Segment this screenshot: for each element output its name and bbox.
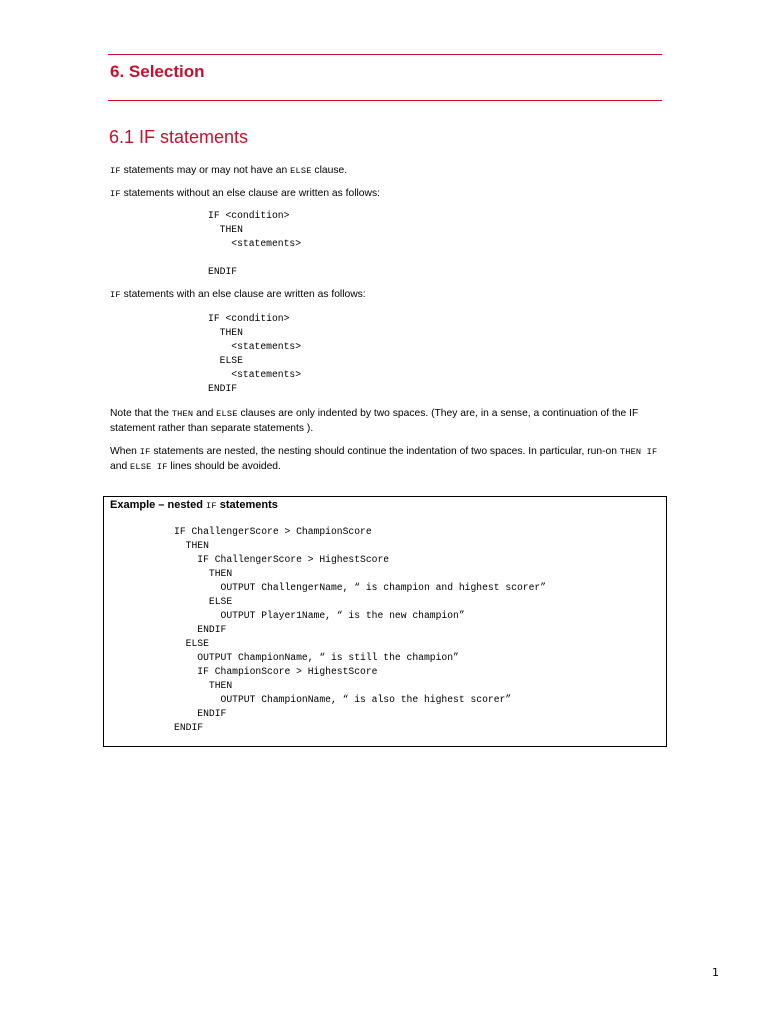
- keyword: ELSE: [216, 409, 238, 419]
- example-title: [110, 499, 278, 511]
- text: clauses are only indented by two spaces. (They are, in a sense, a continuation of the IF statement rather than separate statements ).: [110, 408, 639, 434]
- text: statements: [216, 499, 278, 511]
- top-rule: [108, 54, 662, 55]
- subsection-heading: 6.1 IF statements: [109, 127, 249, 147]
- text: When: [110, 446, 140, 457]
- paragraph-if-else-intro: [110, 164, 670, 179]
- text: Example – nested: [110, 499, 206, 511]
- keyword: IF: [206, 501, 217, 511]
- text: statements with an else clause are written as follows:: [120, 289, 366, 300]
- keyword: THEN IF: [619, 447, 658, 457]
- keyword: IF: [139, 447, 151, 457]
- code-if-with-else: IF <condition> THEN <statements> ELSE <statements> ENDIF: [208, 313, 302, 394]
- keyword: ELSE IF: [130, 461, 168, 472]
- text: statements may or may not have an: [120, 165, 291, 176]
- example-box: [103, 496, 667, 747]
- paragraph-indentation-note: [110, 407, 670, 435]
- text: and: [193, 408, 217, 419]
- text: Note that the: [110, 408, 172, 419]
- text: statements without an else clause are written as follows:: [120, 188, 380, 199]
- section-heading: 6. Selection: [110, 62, 205, 81]
- keyword: THEN: [171, 409, 194, 419]
- keyword: IF: [110, 189, 121, 199]
- text: and: [110, 460, 131, 472]
- text: lines should be avoided.: [167, 460, 281, 472]
- paragraph-with-else: [110, 288, 670, 303]
- paragraph-without-else: [110, 187, 670, 202]
- text: clause.: [311, 165, 348, 176]
- paragraph-nesting-note: [110, 445, 670, 474]
- code-nested-example: IF ChallengerScore > ChampionScore THEN IF ChallengerScore > HighestScore THEN OUTPUT ChallengerName, “ is champion and highest scorer” ELSE OUTPUT Player1Name, “ is the new champion” ENDIF ELSE OUTPUT ChampionName, “ is still the champion” IF ChampionScore > HighestScore THEN OUTPUT ChampionName, “ is also the highest scorer” ENDIF ENDIF: [174, 526, 547, 733]
- keyword: IF: [110, 166, 121, 176]
- keyword: IF: [110, 290, 121, 300]
- keyword: ELSE: [290, 166, 312, 176]
- text: statements are nested, the nesting should continue the indentation of two spaces. In particular, run-on: [150, 446, 620, 457]
- page-number: 1: [712, 966, 719, 979]
- code-if-without-else: IF <condition> THEN <statements> ENDIF: [208, 210, 302, 277]
- section-rule: [108, 100, 662, 101]
